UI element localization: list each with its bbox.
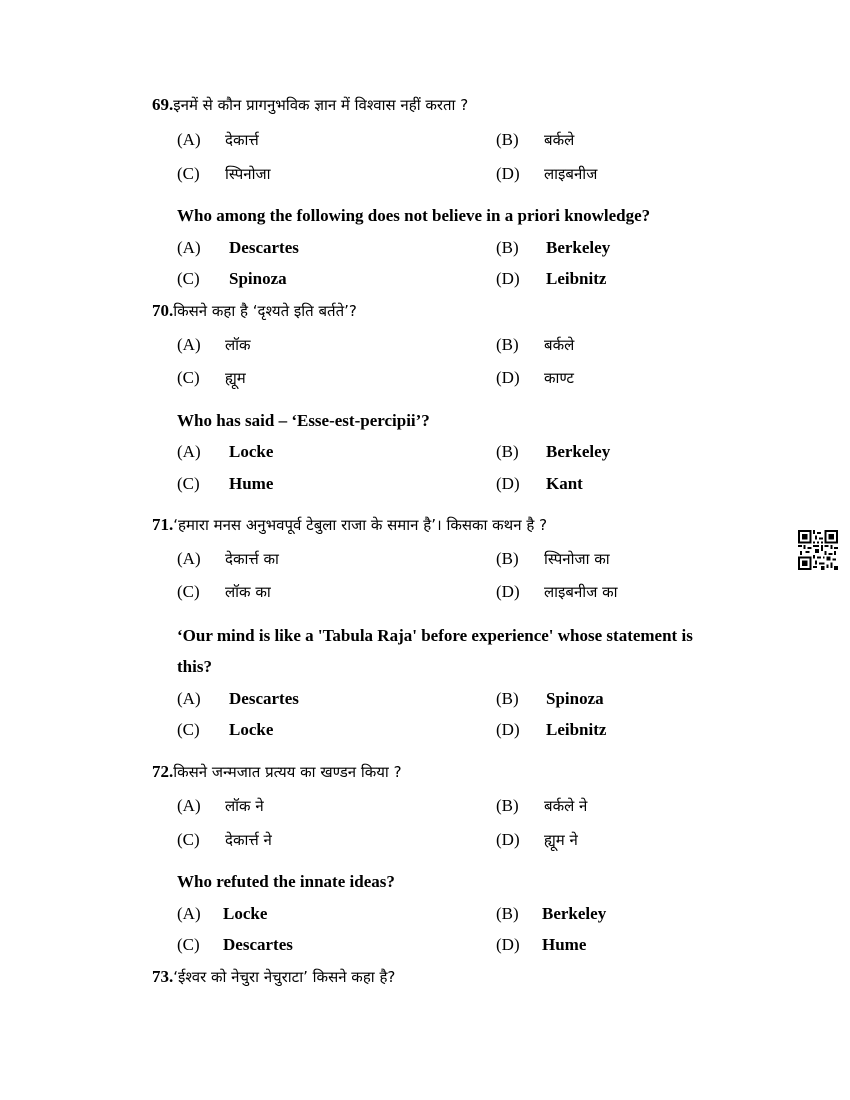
- question-70-english: Who has said – ‘Esse-est-percipii’?: [177, 411, 430, 430]
- question-70-hindi: [152, 301, 357, 322]
- question-72-hindi: [152, 762, 402, 783]
- question-number: 71.: [152, 515, 174, 534]
- question-number: 73.: [152, 967, 174, 986]
- question-69-english: Who among the following does not believe in a priori knowledge?: [177, 206, 651, 225]
- question-71-english-line1: ‘Our mind is like a 'Tabula Raja' before experience' whose statement is: [177, 626, 693, 645]
- question-71-hindi: [152, 515, 547, 536]
- question-number: 72.: [152, 762, 174, 781]
- question-text-hindi: किसने कहा है ‘दृश्यते इति बर्तते’?: [173, 302, 357, 320]
- qr-code-icon: [798, 530, 838, 570]
- question-number: 70.: [152, 301, 174, 320]
- question-72-english: Who refuted the innate ideas?: [177, 872, 395, 891]
- question-text-hindi: इनमें से कौन प्रागनुभविक ज्ञान में विश्वास नहीं करता ?: [173, 96, 469, 114]
- question-text-hindi: किसने जन्मजात प्रत्यय का खण्डन किया ?: [173, 763, 402, 781]
- question-71-english-line2: this?: [177, 657, 212, 676]
- question-text-hindi: ‘हमारा मनस अनुभवपूर्व टेबुला राजा के समान है’। किसका कथन है ?: [173, 516, 548, 534]
- question-text-hindi: ‘ईश्वर को नेचुरा नेचुराटा’ किसने कहा है?: [173, 968, 396, 986]
- question-number: 69.: [152, 95, 174, 114]
- question-73-hindi: [152, 967, 395, 988]
- question-69-hindi: [152, 95, 468, 116]
